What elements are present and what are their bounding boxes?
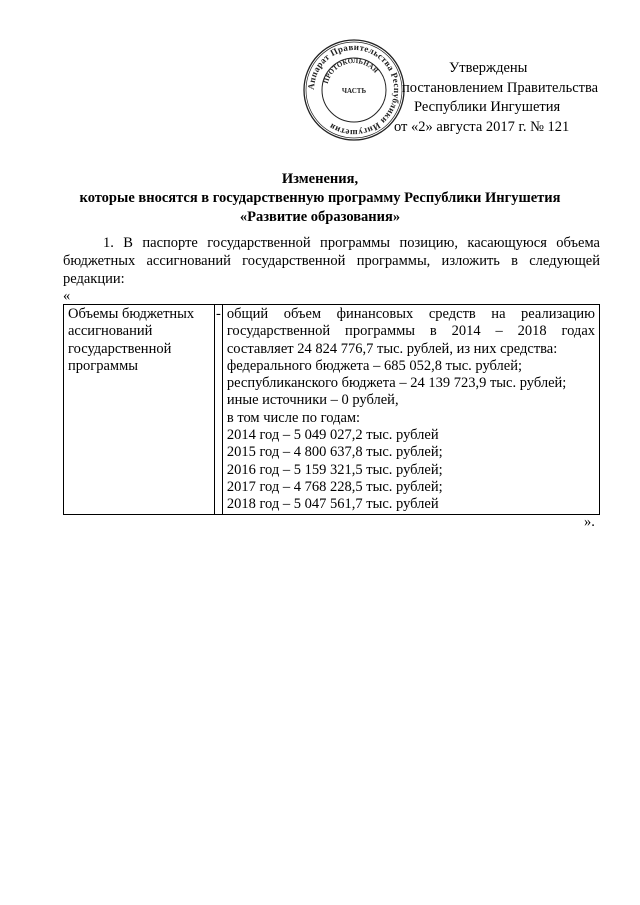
paragraph-line: редакции: (63, 271, 125, 287)
content-line: иные источники – 0 рублей, (226, 392, 399, 409)
title-line: Изменения, (281, 171, 359, 187)
budget-table (63, 304, 600, 515)
content-line: 2018 год – 5 047 561,7 тыс. рублей (226, 496, 439, 513)
stamp-center-text: ЧАСТЬ (341, 87, 367, 95)
label-line: Объемы бюджетных (68, 306, 195, 322)
content-line: федерального бюджета – 685 052,8 тыс. рублей; (226, 357, 522, 374)
table-content-cell (222, 305, 599, 515)
content-line: 2014 год – 5 049 027,2 тыс. рублей (226, 427, 439, 444)
svg-text:ПРОТОКОЛЬНАЯ (322, 57, 380, 85)
approval-line: Республики Ингушетия (414, 99, 561, 115)
title-line: «Развитие образования» (239, 209, 401, 225)
title-line: которые вносятся в государственную программу Республики Ингушетия (79, 190, 561, 206)
approval-line: от «2» августа 2017 г. № 121 (394, 118, 570, 135)
approval-block (388, 59, 598, 137)
stamp-outer-text: Аппарат Правительства Республики Ингушетия (305, 41, 403, 139)
body-paragraph (63, 234, 600, 288)
paragraph-line: 1. В паспорте государственной программы позицию, касающуюся объема (103, 235, 600, 251)
table-row (64, 305, 600, 515)
closing-quote: ». (584, 514, 595, 530)
label-line: государственной (68, 340, 172, 357)
label-line: ассигнований (68, 323, 153, 340)
table-label-cell (64, 305, 215, 515)
table-dash-cell: - (215, 305, 223, 515)
content-line: 2017 год – 4 768 228,5 тыс. рублей; (226, 478, 443, 495)
content-line: 2015 год – 4 800 637,8 тыс. рублей; (226, 444, 443, 461)
content-line: составляет 24 824 776,7 тыс. рублей, из них средства: (226, 340, 558, 357)
content-line: в том числе по годам: (226, 409, 361, 426)
approval-line: Утверждены (449, 60, 528, 76)
label-line: программы (68, 357, 138, 374)
document-title (40, 170, 600, 227)
content-line: общий объем финансовых средств на реализацию (226, 306, 595, 322)
approval-line: постановлением Правительства (402, 79, 599, 96)
stamp-inner-text: ПРОТОКОЛЬНАЯ (321, 56, 380, 85)
content-line: 2016 год – 5 159 321,5 тыс. рублей; (226, 461, 443, 478)
content-line: республиканского бюджета – 24 139 723,9 тыс. рублей; (226, 375, 567, 392)
content-line: государственной программы в 2014 – 2018 годах (226, 323, 595, 340)
opening-quote: « (63, 288, 71, 304)
paragraph-line: бюджетных ассигнований государственной программы, изложить в следующей (63, 253, 600, 269)
